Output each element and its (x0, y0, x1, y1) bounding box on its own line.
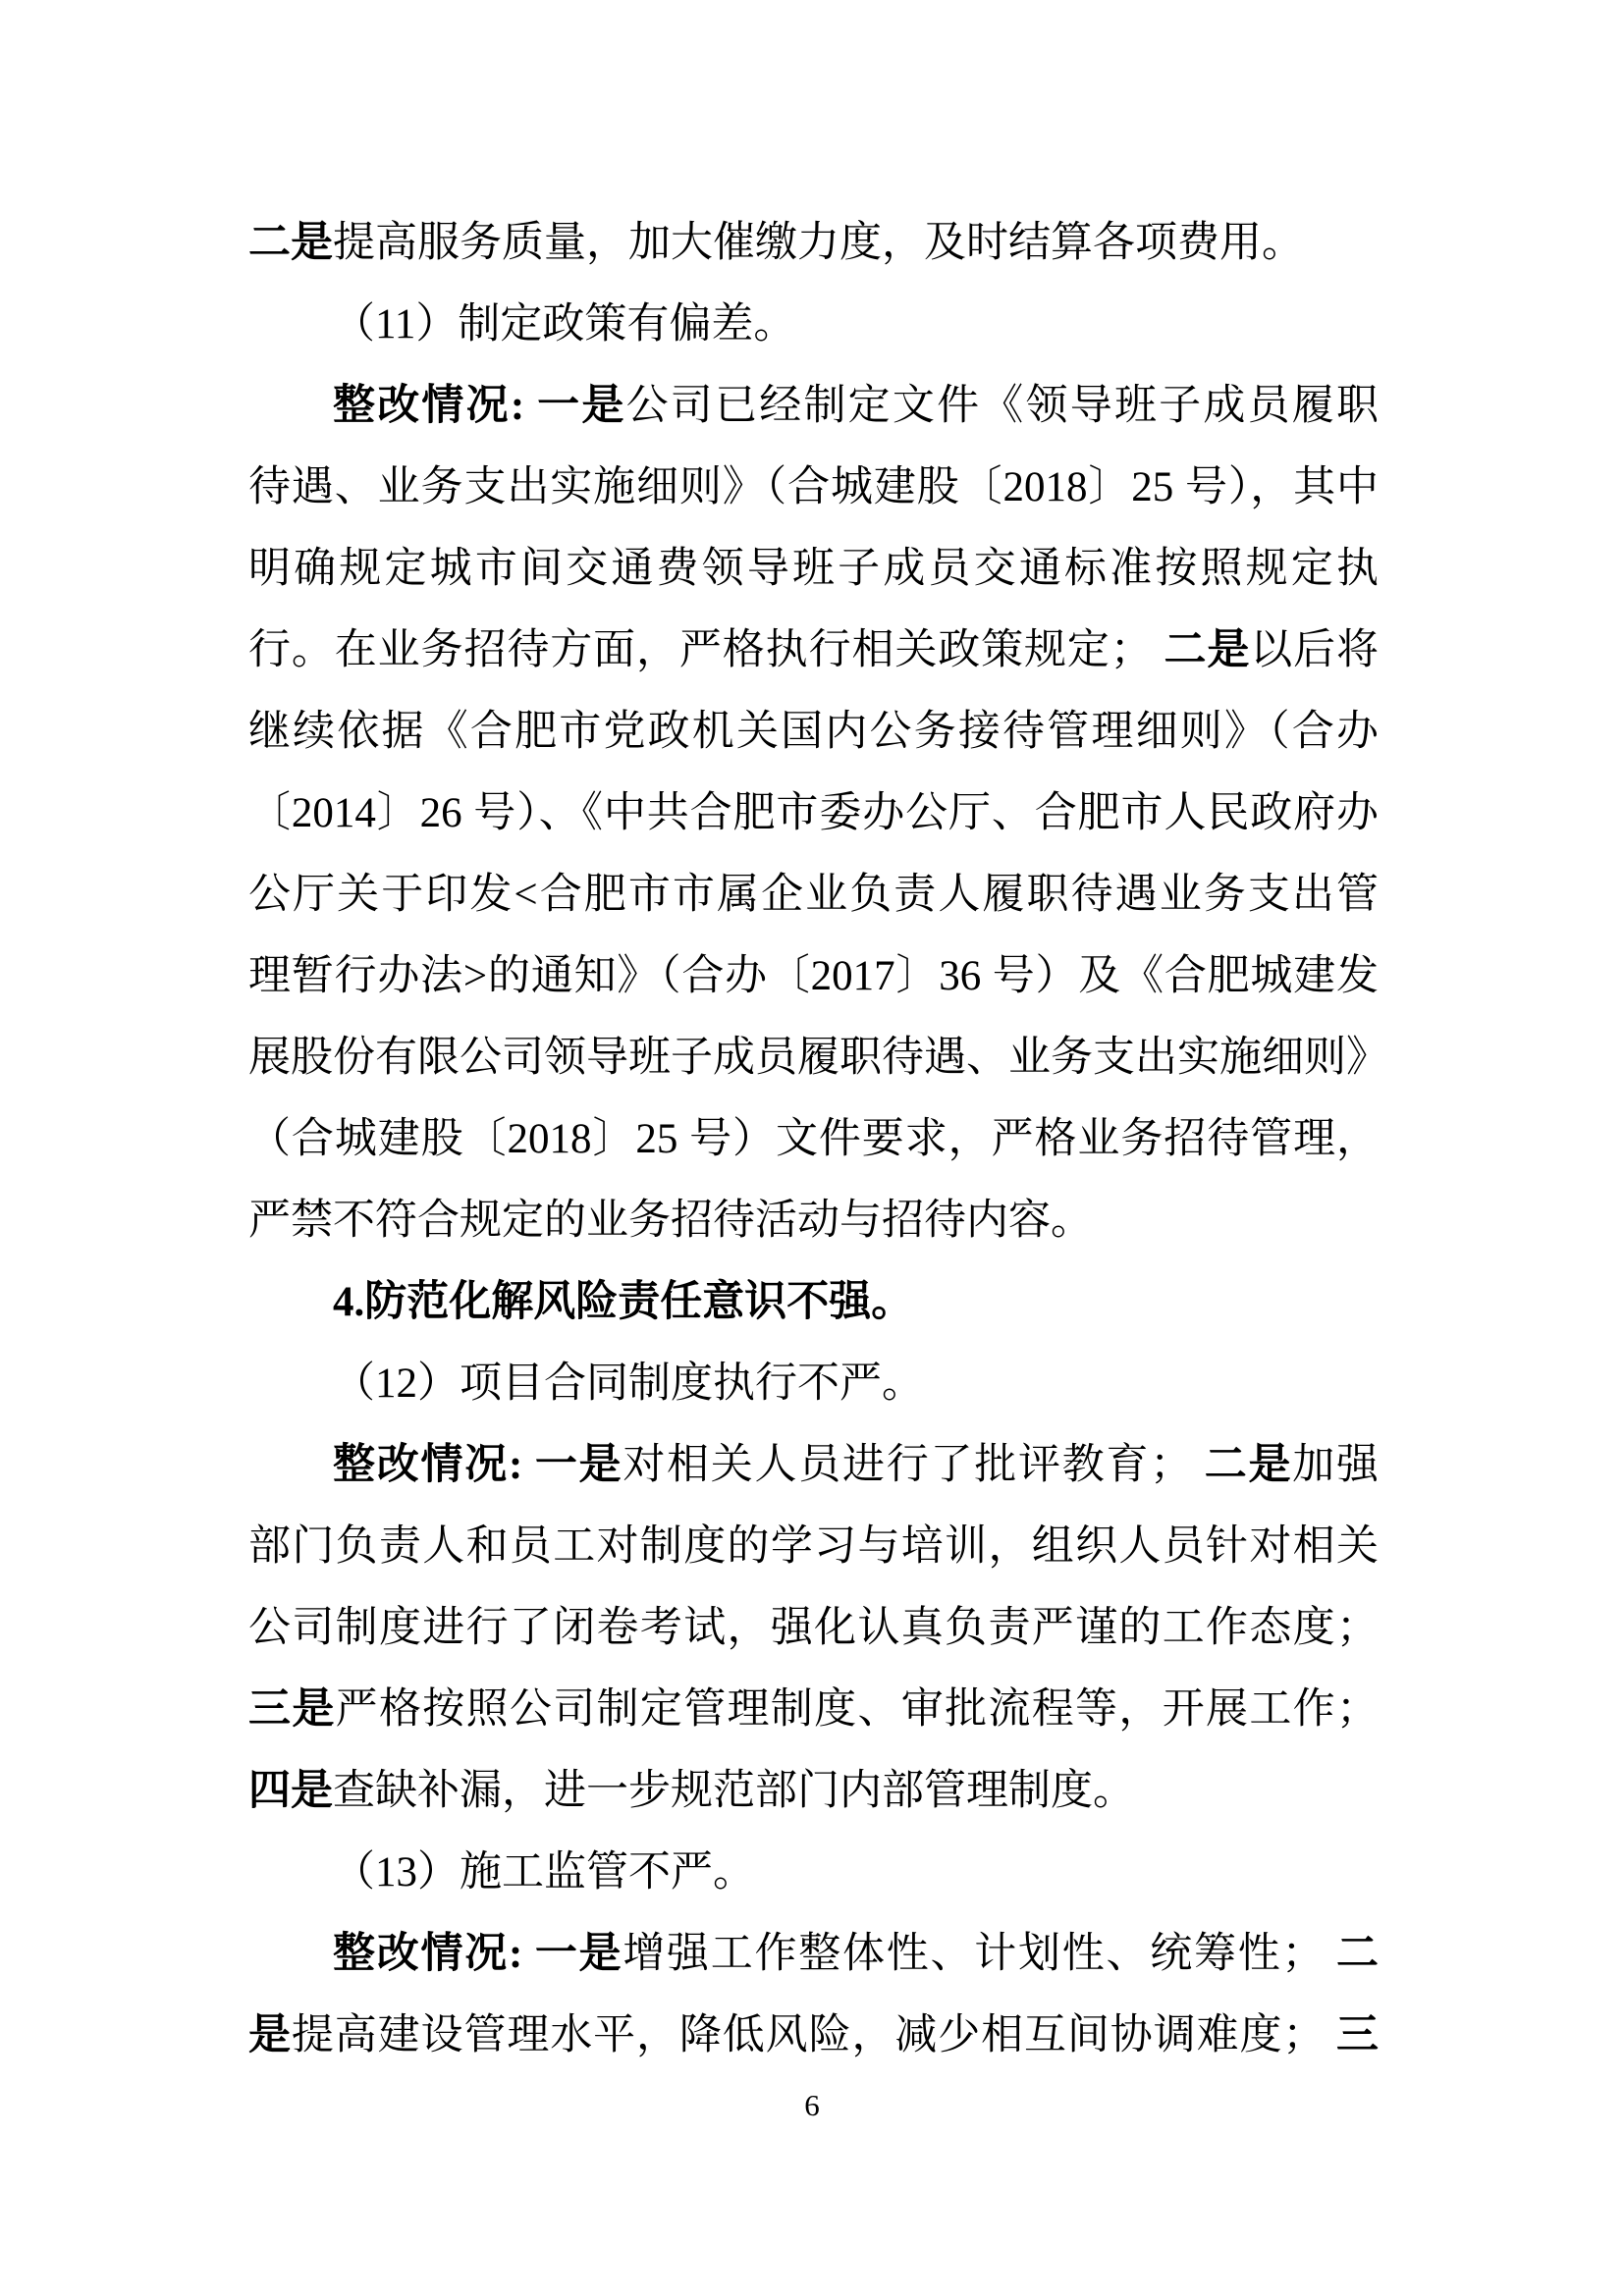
document-body (248, 202, 1388, 2076)
text-line (248, 1343, 1379, 1424)
text-line (248, 1261, 1379, 1343)
text-run: 加强 (1292, 1442, 1380, 1488)
text-run: 严格按照公司制定管理制度、审批流程等，开展工作； (335, 1686, 1380, 1733)
text-line (248, 202, 1379, 284)
bold-text-run: 一是 (534, 1442, 623, 1488)
text-run: 对相关人员进行了批评教育； (623, 1442, 1205, 1488)
bold-text-run: 是 (248, 2012, 292, 2058)
text-run: （11）制定政策有偏差。 (333, 301, 796, 347)
bold-text-run: 三 (1336, 2012, 1380, 2058)
text-run: 展股份有限公司领导班子成员履职待遇、业务支出实施细则》 (248, 1035, 1388, 1081)
text-line (248, 1669, 1379, 1750)
text-line (248, 1913, 1379, 1995)
text-line (248, 773, 1379, 854)
text-line (248, 284, 1379, 365)
text-line (248, 1587, 1379, 1669)
text-line (248, 610, 1379, 691)
text-run: 继续依据《合肥市党政机关国内公务接待管理细则》（合办 (248, 709, 1379, 755)
bold-text-run: 二是 (1204, 1442, 1293, 1488)
text-line (248, 1017, 1388, 1098)
text-line (248, 1424, 1379, 1506)
text-run (522, 1442, 535, 1488)
text-line (248, 1750, 1379, 1832)
bold-text-run: 二是 (1164, 627, 1251, 673)
bold-text-run: 二 (1336, 1931, 1380, 1977)
text-run: 公司制度进行了闭卷考试，强化认真负责严谨的工作态度； (248, 1605, 1379, 1651)
text-line (248, 365, 1379, 447)
text-run: 行。在业务招待方面，严格执行相关政策规定； (248, 627, 1164, 673)
bold-text-run: 一是 (534, 1931, 623, 1977)
text-line (248, 1180, 1379, 1261)
text-run: 公司已经制定文件《领导班子成员履职 (625, 383, 1380, 429)
text-run: 查缺补漏，进一步规范部门内部管理制度。 (333, 1768, 1135, 1814)
text-line (248, 528, 1379, 610)
text-line (248, 447, 1379, 528)
text-line (248, 1832, 1379, 1913)
bold-text-run: 三是 (248, 1686, 336, 1733)
text-run: 严禁不符合规定的业务招待活动与招待内容。 (248, 1198, 1093, 1244)
text-run: 部门负责人和员工对制度的学习与培训，组织人员针对相关 (248, 1523, 1379, 1570)
text-line (248, 935, 1379, 1017)
bold-text-run: 二是 (248, 220, 333, 266)
text-run: 待遇、业务支出实施细则》（合城建股〔2018〕25 号），其中 (248, 464, 1379, 510)
text-run (522, 1931, 535, 1977)
text-run: 提高服务质量，加大催缴力度，及时结算各项费用。 (333, 220, 1304, 266)
text-run: 增强工作整体性、计划性、统筹性； (623, 1931, 1337, 1977)
bold-text-run: 一是 (537, 383, 626, 429)
text-run (524, 383, 537, 429)
text-run: 提高建设管理水平，降低风险，减少相互间协调难度； (291, 2012, 1337, 2058)
text-run: 公厅关于印发<合肥市市属企业负责人履职待遇业务支出管 (248, 872, 1379, 918)
text-line (248, 854, 1379, 935)
text-line (248, 1506, 1379, 1587)
bold-text-run: 4.防范化解风险责任意识不强。 (333, 1279, 914, 1325)
text-run: 理暂行办法>的通知》（合办〔2017〕36 号）及《合肥城建发 (248, 953, 1379, 999)
bold-text-run: 四是 (248, 1768, 333, 1814)
text-run: （12）项目合同制度执行不严。 (333, 1361, 924, 1407)
text-run: 明确规定城市间交通费领导班子成员交通标准按照规定执 (248, 546, 1379, 592)
text-run: （13）施工监管不严。 (333, 1849, 755, 1896)
text-line (248, 691, 1379, 773)
text-run: （合城建股〔2018〕25 号）文件要求，严格业务招待管理， (248, 1116, 1379, 1162)
text-line (248, 1098, 1379, 1180)
bold-text-run: 整改情况: (333, 1931, 523, 1977)
page-footer (0, 2086, 1624, 2125)
bold-text-run: 整改情况: (333, 1442, 523, 1488)
text-line (248, 1995, 1379, 2076)
bold-text-run: 整改情况: (333, 383, 525, 429)
page-number: 6 (804, 2088, 820, 2122)
text-run: 以后将 (1250, 627, 1380, 673)
text-run: 〔2014〕26 号）、《中共合肥市委办公厅、合肥市人民政府办 (248, 790, 1379, 836)
